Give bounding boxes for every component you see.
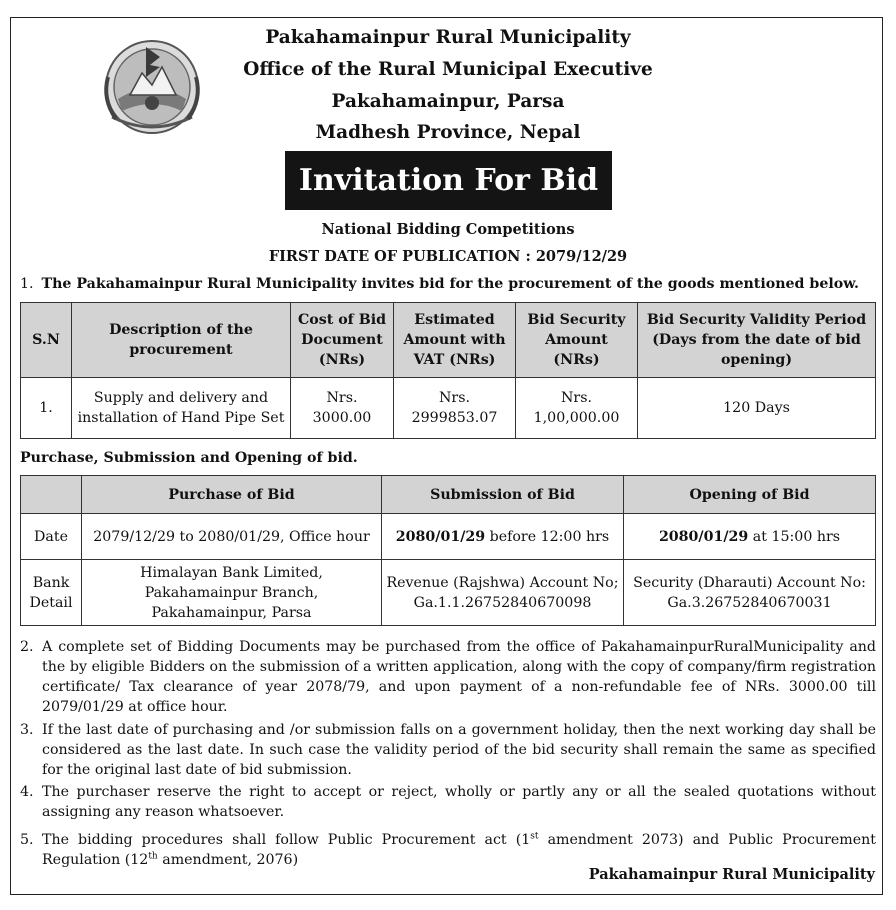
header-bid-security: Bid Security Amount (NRs): [516, 303, 638, 378]
municipality-name: Pakahamainpur Rural Municipality: [265, 27, 631, 48]
row-label-bank: Bank Detail: [21, 560, 82, 626]
opening-time: at 15:00 hrs: [748, 528, 841, 545]
schedule-table-header: [21, 476, 876, 514]
clause-5-part-1: The bidding procedures shall follow Public Procurement act (1: [42, 832, 531, 848]
clause-3: [20, 720, 876, 780]
header-estimated-amount: Estimated Amount with VAT (NRs): [394, 303, 516, 378]
header-submission: Submission of Bid: [382, 476, 624, 514]
clause-5-sup-1: st: [530, 831, 539, 842]
header-description: Description of the procurement: [72, 303, 291, 378]
clause-4: [20, 782, 876, 822]
notice-title-banner: Invitation For Bid: [285, 151, 612, 210]
opening-date-value: 2080/01/29: [658, 528, 749, 545]
submission-account: Revenue (Rajshwa) Account No; Ga.1.1.26752840670098: [382, 560, 624, 626]
purchase-date: 2079/12/29 to 2080/01/29, Office hour: [82, 514, 382, 560]
submission-date-value: 2080/01/29: [395, 528, 486, 545]
clause-3-text: If the last date of purchasing and /or submission falls on a government holiday, then the next working day shall be considered as the last date. In such case the validity period of the bid security shall remain the same as specified for the original last date of bid submission.: [42, 722, 876, 778]
clause-5-number: 5.: [20, 832, 34, 848]
cell-cost: Nrs. 3000.00: [291, 378, 394, 439]
clause-5-part-3: amendment, 2076): [157, 852, 299, 868]
clause-1: [20, 276, 859, 292]
procurement-table-header: [21, 303, 876, 378]
opening-date: [624, 514, 876, 560]
submission-time: before 12:00 hrs: [485, 528, 610, 545]
procurement-table: [20, 302, 876, 439]
header-blank: [21, 476, 82, 514]
header-purchase: Purchase of Bid: [82, 476, 382, 514]
cell-estimated-amount: Nrs. 2999853.07: [394, 378, 516, 439]
clause-4-text: The purchaser reserve the right to accept or reject, wholly or partly any or all the sealed quotations without assigning any reason whatsoever.: [42, 784, 876, 820]
header-sn: S.N: [21, 303, 72, 378]
clause-1-number: 1.: [20, 276, 34, 292]
signature: Pakahamainpur Rural Municipality: [588, 866, 875, 883]
cell-validity-period: 120 Days: [638, 378, 876, 439]
office-address: Pakahamainpur, Parsa: [331, 91, 565, 112]
opening-account: Security (Dharauti) Account No: Ga.3.26752840670031: [624, 560, 876, 626]
province-name: Madhesh Province, Nepal: [315, 122, 581, 143]
schedule-table: [20, 475, 876, 626]
office-name: Office of the Rural Municipal Executive: [243, 59, 653, 80]
clause-1-text: The Pakahamainpur Rural Municipality invites bid for the procurement of the goods mentioned below.: [41, 276, 859, 292]
clause-5-part-2: amendment 2073) and Public Procurement Regulation (12: [42, 832, 876, 868]
clause-2-text: A complete set of Bidding Documents may be purchased from the office of PakahamainpurRuralMunicipality and the by eligible Bidders on the submission of a written application, along with the copy of company/firm registration certificate/ Tax clearance of year 2078/79, and upon payment of a non-refundable fee of NRs. 3000.00 till 2079/01/29 at office hour.: [42, 639, 876, 715]
clause-5-sup-2: th: [148, 851, 158, 862]
header-validity-period: Bid Security Validity Period (Days from the date of bid opening): [638, 303, 876, 378]
publication-date: FIRST DATE OF PUBLICATION : 2079/12/29: [268, 248, 628, 265]
clause-5-text: [42, 830, 876, 870]
section-title: Purchase, Submission and Opening of bid.: [20, 450, 358, 466]
cell-sn: 1.: [21, 378, 72, 439]
clause-4-number: 4.: [20, 784, 34, 800]
table-row: [21, 378, 876, 439]
clause-2: [20, 637, 876, 717]
purchase-bank: Himalayan Bank Limited, Pakahamainpur Branch, Pakahamainpur, Parsa: [82, 560, 382, 626]
cell-bid-security: Nrs. 1,00,000.00: [516, 378, 638, 439]
row-label-date: Date: [21, 514, 82, 560]
clause-3-number: 3.: [20, 722, 34, 738]
header-opening: Opening of Bid: [624, 476, 876, 514]
clause-2-number: 2.: [20, 639, 34, 655]
bidding-type: National Bidding Competitions: [321, 221, 575, 238]
cell-description: Supply and delivery and installation of Hand Pipe Set: [72, 378, 291, 439]
submission-date: [382, 514, 624, 560]
table-row: [21, 560, 876, 626]
table-row: [21, 514, 876, 560]
header-cost: Cost of Bid Document (NRs): [291, 303, 394, 378]
clause-5: [20, 830, 876, 870]
